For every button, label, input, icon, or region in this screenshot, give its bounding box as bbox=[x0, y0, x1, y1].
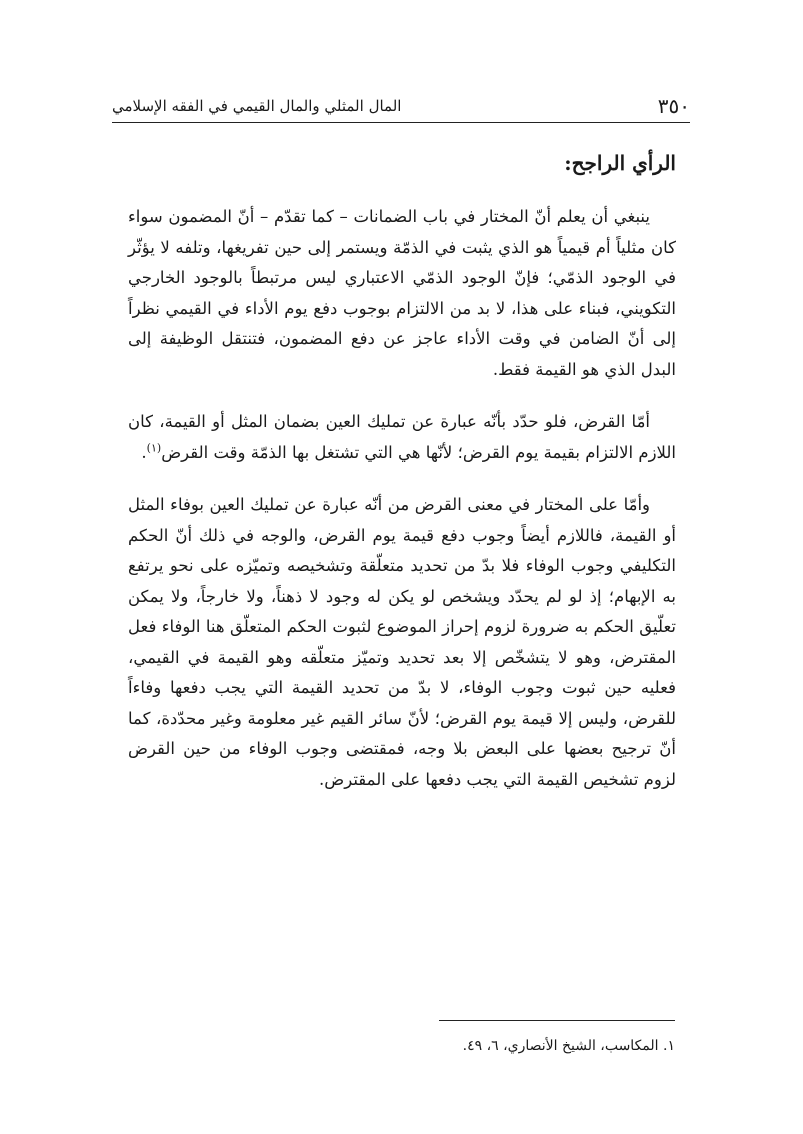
page-number: ٣٥٠ bbox=[657, 94, 690, 118]
paragraph-2 bbox=[128, 407, 676, 468]
paragraph-3: وأمّا على المختار في معنى القرض من أنّه عبارة عن تمليك العين بوفاء المثل أو القيمة، فاللازم أيضاً وجوب دفع قيمة يوم القرض، والوجه في ذلك أنّ الحكم التكليفي وجوب الوفاء فلا بدّ من تحديد متعلّقة وتشخيصه وتميّزه على نحو يرتفع به الإبهام؛ إذ لو لم يحدّد ويشخص لو يكن له وجود لا ذهناً، ولا خارجاً، ولا يمكن تعلّيق الحكم به ضرورة لزوم إحراز الموضوع لثبوت الحكم المتعلّق هنا الوفاء فعل المقترض، وهو لا يتشخّص إلا بعد تحديد وتميّز متعلّقه وهو القيمة في القيمي، فعليه حين ثبوت وجوب الوفاء، لا بدّ من تحديد القيمة التي يجب دفعها وفاءاً للقرض، وليس إلا قيمة يوم القرض؛ لأنّ سائر القيم غير معلومة وغير محدّدة، كما أنّ ترجيح بعضها على البعض بلا وجه، فمقتضى وجوب الوفاء من حين القرض لزوم تشخيص القيمة التي يجب دفعها على المقترض. bbox=[128, 495, 676, 789]
running-header bbox=[112, 88, 690, 128]
header-rule bbox=[112, 122, 690, 123]
running-title: المال المثلي والمال القيمي في الفقه الإسلامي bbox=[112, 97, 402, 115]
footnote-separator bbox=[439, 1020, 675, 1021]
main-content bbox=[128, 144, 676, 795]
paragraph-2-end: . bbox=[141, 442, 147, 462]
paragraph-2-text: أمّا القرض، فلو حدّد بأنّه عبارة عن تمليك العين بضمان المثل أو القيمة، كان اللازم الالتزام بقيمة يوم القرض؛ لأنّها هي التي تشتغل بها الذمّة وقت القرض bbox=[128, 412, 676, 462]
section-heading: الرأي الراجح: bbox=[564, 151, 676, 175]
paragraph-1: ينبغي أن يعلم أنّ المختار في باب الضمانات – كما تقدّم – أنّ المضمون سواء كان مثلياً أم قيمياً هو الذي يثبت في الذمّة ويستمر إلى حين تفريغها، وتلفه لا يؤثّر في الوجود الذمّي؛ فإنّ الوجود الذمّي الاعتباري ليس مرتبطاً بالوجود الخارجي التكويني، فبناء على هذا، لا بد من الالتزام بوجوب دفع يوم الأداء في القيمي نظراً إلى أنّ الضامن في وقت الأداء عاجز عن دفع المضمون، فتنتقل الوظيفة إلى البدل الذي هو القيمة فقط. bbox=[128, 207, 676, 379]
footnote-reference[interactable]: (١) bbox=[146, 441, 162, 454]
footnote-1: ١. المكاسب، الشيخ الأنصاري، ٦، ٤٩. bbox=[462, 1038, 675, 1054]
